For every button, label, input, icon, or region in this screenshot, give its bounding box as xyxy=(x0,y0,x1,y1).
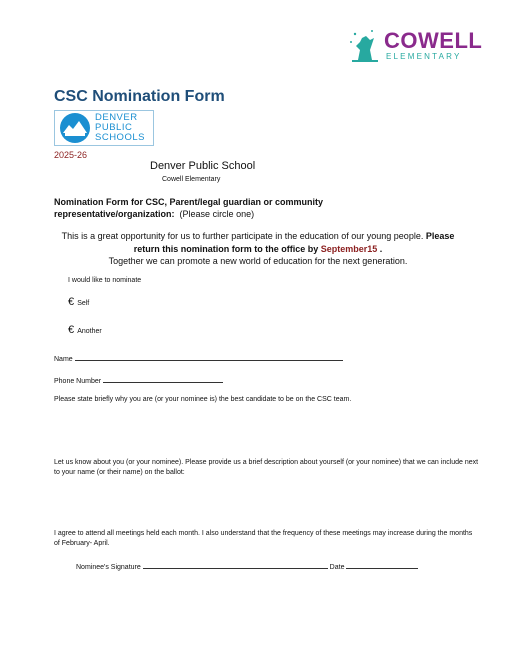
deadline: September15 xyxy=(320,243,378,254)
dps-line-1: DENVER xyxy=(95,112,138,123)
intro-part3: Together we can promote a new world of education for the next generation. xyxy=(108,256,408,266)
school-name: Denver Public School xyxy=(150,160,256,172)
school-subname: Cowell Elementary xyxy=(162,176,221,183)
phone-input-line[interactable] xyxy=(103,375,223,383)
option-self[interactable] xyxy=(68,296,89,308)
checkbox-symbol: € xyxy=(68,324,75,336)
signature-row xyxy=(76,561,418,571)
option-another[interactable] xyxy=(68,324,102,336)
intro-part1: This is a great opportunity for us to further participate in the education of our young people. xyxy=(61,231,424,241)
about-question: Let us know about you (or your nominee). Please provide us a brief description about yourself (or your nominee) that we can include next to your name (or their name) on the ballot: xyxy=(54,459,479,476)
page-title: CSC Nomination Form xyxy=(54,88,225,105)
phone-field xyxy=(54,375,223,385)
heading-bold: Nomination Form for CSC, Parent/legal guardian or community representative/organization: xyxy=(54,197,324,219)
school-year: 2025-26 xyxy=(54,150,88,160)
cowell-logo xyxy=(348,28,483,64)
dps-line-2: PUBLIC xyxy=(95,122,133,133)
date-input-line[interactable] xyxy=(346,561,418,569)
name-field xyxy=(54,353,343,363)
checkbox-symbol: € xyxy=(68,296,75,308)
name-label: Name xyxy=(54,356,73,363)
why-answer-area[interactable] xyxy=(54,408,454,454)
cowell-wordmark: COWELL xyxy=(384,28,483,53)
heading-note: (Please circle one) xyxy=(179,209,255,219)
nominate-label: I would like to nominate xyxy=(68,277,142,284)
why-question: Please state briefly why you are (or your nominee is) the best candidate to be on the CSC team. xyxy=(54,396,352,403)
form-heading xyxy=(54,196,434,220)
dps-emblem-icon xyxy=(57,111,93,145)
date-label: Date xyxy=(329,564,345,571)
about-answer-area[interactable] xyxy=(54,480,454,524)
mustang-icon xyxy=(348,28,382,64)
agreement-text: I agree to attend all meetings held each month. I also understand that the frequency of these meetings may increase during the months of February- April. xyxy=(54,530,473,547)
signature-input-line[interactable] xyxy=(143,561,328,569)
option-another-label: Another xyxy=(77,328,102,335)
option-self-label: Self xyxy=(77,300,90,307)
intro-paragraph xyxy=(58,230,458,268)
dps-line-3: SCHOOLS xyxy=(95,132,145,143)
intro-return-instruction: Please return this nomination form to the office by xyxy=(133,231,455,254)
intro-period: . xyxy=(379,243,383,254)
dps-logo xyxy=(54,110,154,146)
dps-wordmark xyxy=(95,113,145,143)
phone-label: Phone Number xyxy=(54,378,102,385)
signature-label: Nominee's Signature xyxy=(76,564,141,571)
cowell-subtitle: ELEMENTARY xyxy=(386,52,462,61)
name-input-line[interactable] xyxy=(75,353,343,361)
